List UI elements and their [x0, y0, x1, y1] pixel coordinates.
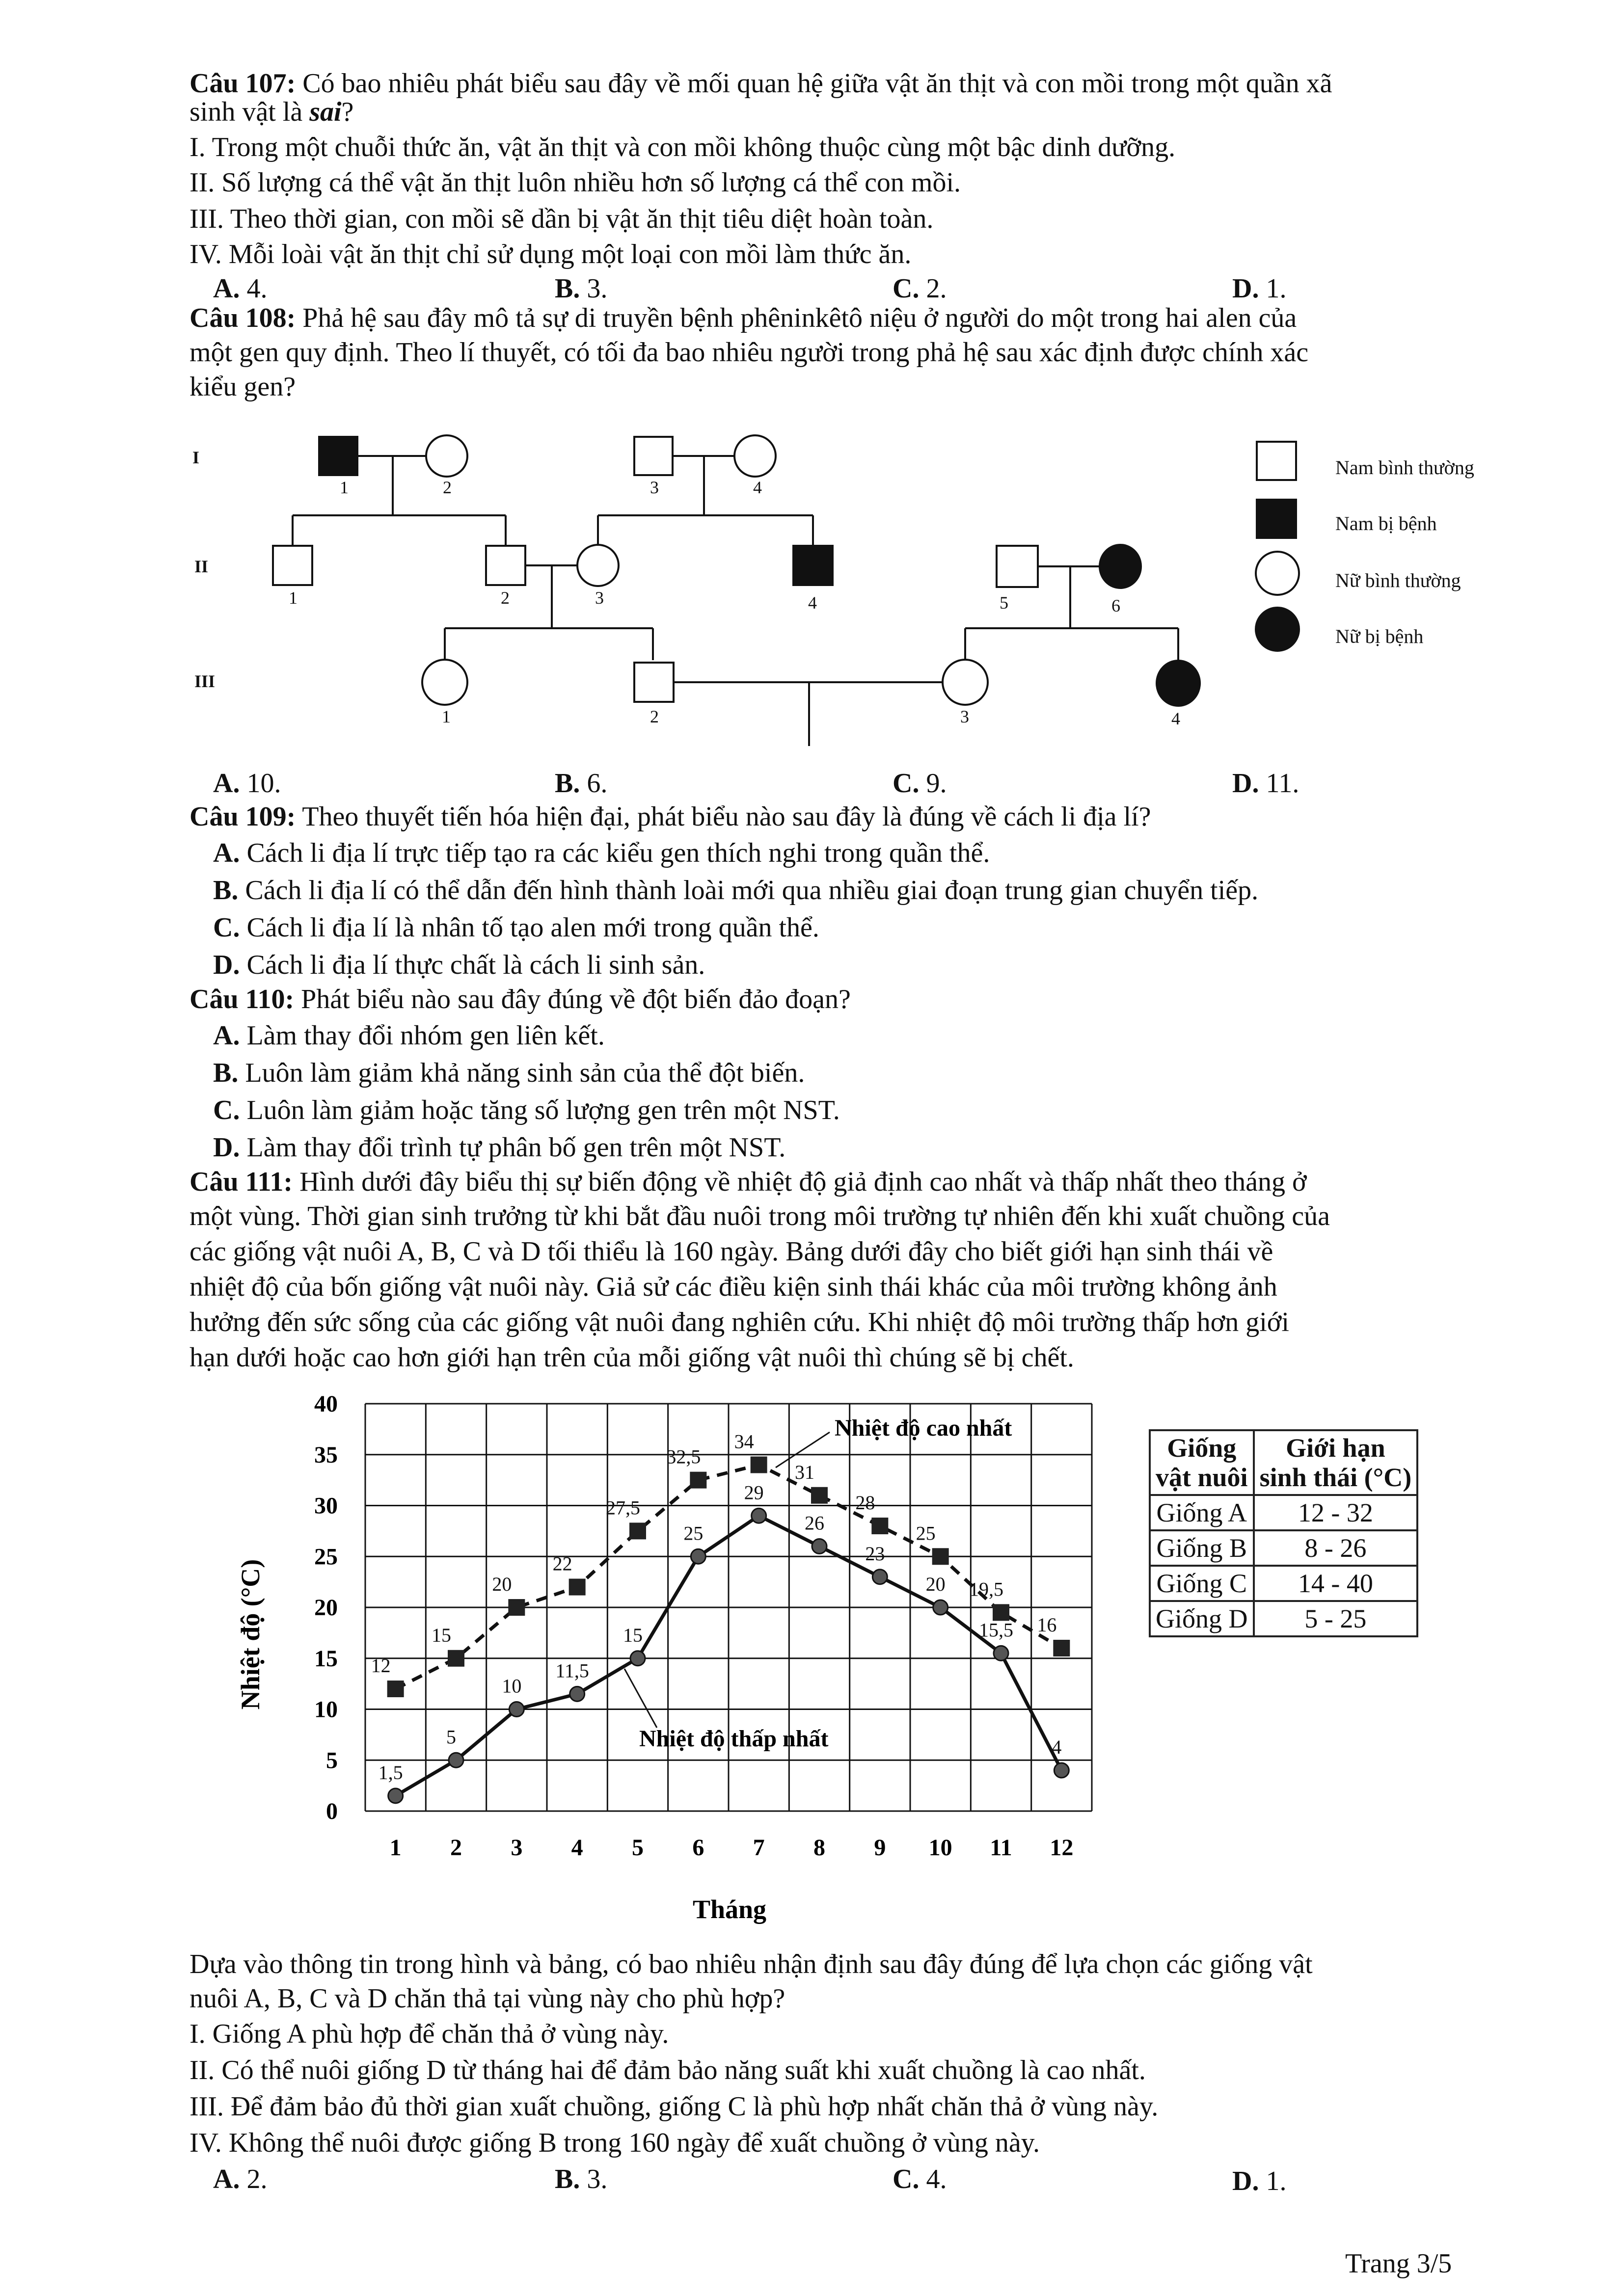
q108-option-d[interactable] — [1232, 768, 1299, 799]
y-tick-label: 40 — [314, 1391, 338, 1417]
q109-option-a[interactable] — [213, 837, 990, 869]
legend-normal-male: Nam bình thường — [1335, 456, 1474, 479]
data-point-high — [387, 1681, 404, 1697]
I3-normal-male — [634, 437, 673, 475]
q107-statement-3: III. Theo thời gian, con mồi sẽ dần bị vật ăn thịt tiêu diệt hoàn toàn. — [189, 204, 934, 234]
num-II4: 4 — [808, 593, 817, 613]
data-label-low: 1,5 — [378, 1761, 403, 1784]
breed-cell: Giống C — [1150, 1566, 1254, 1601]
x-tick-label: 3 — [511, 1835, 523, 1861]
num-I2: 2 — [443, 478, 452, 497]
data-point-high — [448, 1650, 464, 1667]
option-letter: B. — [555, 2164, 580, 2194]
legend-affected-female-icon — [1256, 608, 1299, 651]
data-point-high — [993, 1604, 1009, 1621]
series-label-high: Nhiệt độ cao nhất — [835, 1415, 1012, 1441]
q109-option-d[interactable] — [213, 949, 705, 981]
data-label-high: 16 — [1037, 1614, 1057, 1636]
II3-normal-female — [577, 545, 619, 586]
q111-stem-line1 — [189, 1166, 1307, 1198]
q107-stem-text: Có bao nhiêu phát biểu sau đây về mối quan hệ giữa vật ăn thịt và con mồi trong một quần xã — [302, 68, 1332, 99]
ecological-limits-table — [1149, 1429, 1418, 1637]
option-text: 10. — [240, 768, 281, 799]
option-text: Cách li địa lí trực tiếp tạo ra các kiểu gen thích nghi trong quần thể. — [240, 838, 990, 868]
option-letter: C. — [213, 912, 240, 943]
table-row — [1150, 1495, 1417, 1530]
q111-stem-line6: hạn dưới hoặc cao hơn giới hạn trên của mỗi giống vật nuôi thì chúng sẽ bị chết. — [189, 1342, 1074, 1373]
num-III3: 3 — [960, 707, 969, 726]
num-II6: 6 — [1111, 596, 1120, 615]
header-limit — [1254, 1430, 1418, 1495]
header-breed-1: Giống — [1167, 1433, 1237, 1463]
q111-option-d[interactable] — [1232, 2165, 1286, 2197]
data-label-high: 28 — [855, 1492, 875, 1514]
data-label-low: 26 — [805, 1512, 824, 1534]
legend-normal-female: Nữ bình thường — [1335, 569, 1461, 591]
data-label-low: 25 — [683, 1522, 704, 1545]
option-text: 4. — [240, 273, 268, 304]
III3-normal-female — [943, 660, 988, 705]
option-letter: A. — [213, 1020, 240, 1051]
q111-stem-text: Hình dưới đây biểu thị sự biến động về nhiệt độ giả định cao nhất và thấp nhất theo tháng ở — [299, 1167, 1307, 1197]
data-label-low: 5 — [446, 1726, 456, 1748]
q107-stem-l2c: ? — [341, 97, 354, 127]
data-label-high: 34 — [734, 1430, 754, 1453]
num-I3: 3 — [650, 478, 659, 497]
x-tick-label: 12 — [1050, 1835, 1074, 1861]
q110-label: Câu 110: — [189, 984, 295, 1015]
num-II5: 5 — [1000, 593, 1008, 613]
x-tick-label: 1 — [389, 1835, 402, 1861]
option-text: Luôn làm giảm hoặc tăng số lượng gen trên một NST. — [240, 1095, 840, 1125]
num-III2: 2 — [650, 707, 659, 726]
y-tick-label: 5 — [326, 1747, 338, 1774]
option-letter: A. — [213, 768, 240, 799]
option-letter: C. — [893, 273, 920, 304]
q111-option-a[interactable] — [213, 2163, 267, 2195]
data-point-high — [811, 1487, 828, 1504]
table-row — [1150, 1530, 1417, 1566]
temperature-chart — [206, 1374, 1139, 1939]
data-label-low: 10 — [502, 1675, 522, 1697]
II1-normal-male — [273, 546, 312, 585]
data-point-high — [690, 1472, 706, 1489]
q107-statement-2: II. Số lượng cá thể vật ăn thịt luôn nhiều hơn số lượng cá thể con mồi. — [189, 167, 961, 198]
III1-normal-female — [422, 660, 467, 705]
header-limit-2: sinh thái (°C) — [1259, 1463, 1412, 1492]
low-label-pointer — [624, 1669, 657, 1728]
data-point-low — [570, 1686, 585, 1701]
data-label-high: 15 — [432, 1624, 451, 1646]
num-III4: 4 — [1171, 709, 1180, 728]
data-label-low: 4 — [1052, 1736, 1062, 1758]
option-text: 11. — [1259, 768, 1299, 799]
data-point-high — [569, 1579, 586, 1596]
q111-after-line2: nuôi A, B, C và D chăn thả tại vùng này cho phù hợp? — [189, 1983, 785, 2014]
data-point-low — [812, 1539, 827, 1554]
data-point-low — [388, 1789, 403, 1803]
table-header-row — [1150, 1430, 1417, 1495]
x-tick-label: 9 — [874, 1835, 886, 1861]
data-label-high: 19,5 — [969, 1578, 1003, 1601]
option-text: Làm thay đổi trình tự phân bố gen trên một NST. — [240, 1132, 786, 1163]
data-point-low — [449, 1753, 463, 1767]
option-text: Cách li địa lí có thể dẫn đến hình thành loài mới qua nhiều giai đoạn trung gian chuyển tiếp. — [238, 875, 1259, 906]
option-letter: B. — [213, 1058, 239, 1088]
data-point-low — [872, 1570, 887, 1584]
header-limit-1: Giới hạn — [1286, 1433, 1385, 1463]
num-II2: 2 — [501, 588, 510, 608]
range-cell: 5 - 25 — [1254, 1601, 1418, 1636]
option-text: 1. — [1259, 2166, 1287, 2196]
series-label-low: Nhiệt độ thấp nhất — [639, 1726, 829, 1752]
data-label-high: 12 — [371, 1655, 391, 1677]
II2-normal-male — [486, 546, 525, 585]
gen-label-III: III — [194, 671, 216, 691]
y-tick-label: 15 — [314, 1645, 338, 1672]
x-tick-label: 2 — [450, 1835, 462, 1861]
header-breed — [1150, 1430, 1254, 1495]
option-letter: D. — [1232, 768, 1259, 799]
q111-stem-line3: các giống vật nuôi A, B, C và D tối thiểu là 160 ngày. Bảng dưới đây cho biết giới hạn sinh thái về — [189, 1236, 1273, 1267]
q107-label: Câu 107: — [189, 68, 296, 99]
data-point-high — [1053, 1640, 1070, 1656]
data-label-low: 23 — [865, 1542, 885, 1565]
option-text: Luôn làm giảm khả năng sinh sản của thể đột biến. — [238, 1058, 805, 1088]
option-text: 3. — [580, 2164, 608, 2194]
y-tick-label: 35 — [314, 1442, 338, 1468]
q110-option-c[interactable] — [213, 1095, 840, 1126]
q109-option-b[interactable] — [213, 875, 1258, 906]
option-text: 9. — [919, 768, 947, 799]
table-row — [1150, 1566, 1417, 1601]
q110-option-a[interactable] — [213, 1020, 605, 1051]
option-letter: B. — [555, 273, 580, 304]
y-tick-label: 10 — [314, 1696, 338, 1723]
option-text: 1. — [1259, 273, 1287, 304]
data-label-high: 27,5 — [606, 1496, 640, 1519]
num-II3: 3 — [595, 588, 604, 608]
legend-normal-male-icon — [1257, 442, 1296, 480]
data-point-low — [630, 1651, 645, 1666]
option-letter: D. — [213, 950, 240, 980]
q111-after-line1: Dựa vào thông tin trong hình và bảng, có bao nhiêu nhận định sau đây đúng để lựa chọn các giống vật — [189, 1949, 1313, 1979]
data-label-high: 32,5 — [666, 1445, 701, 1468]
legend-affected-male-icon — [1257, 500, 1296, 538]
II5-normal-male — [997, 546, 1038, 587]
y-tick-label: 25 — [314, 1544, 338, 1570]
data-point-low — [933, 1600, 948, 1615]
legend-normal-female-icon — [1256, 552, 1299, 595]
q109-stem-text: Theo thuyết tiến hóa hiện đại, phát biểu nào sau đây là đúng về cách li địa lí? — [302, 801, 1151, 832]
num-I1: 1 — [340, 478, 349, 497]
q107-statement-1: I. Trong một chuỗi thức ăn, vật ăn thịt và con mồi không thuộc cùng một bậc dinh dưỡng. — [189, 132, 1176, 162]
option-letter: D. — [213, 1132, 240, 1163]
num-II1: 1 — [289, 588, 298, 608]
option-letter: C. — [893, 2164, 920, 2194]
option-letter: C. — [213, 1095, 240, 1125]
q111-statement-4: IV. Không thể nuôi được giống B trong 160 ngày để xuất chuồng ở vùng này. — [189, 2128, 1040, 2158]
III4-affected-female — [1157, 661, 1200, 706]
option-text: Cách li địa lí thực chất là cách li sinh sản. — [240, 950, 705, 980]
option-letter: B. — [555, 768, 580, 799]
q110-option-d[interactable] — [213, 1132, 785, 1163]
gen-label-II: II — [194, 557, 209, 576]
option-letter: B. — [213, 875, 239, 906]
data-point-high — [751, 1457, 767, 1473]
y-tick-label: 0 — [326, 1798, 338, 1824]
range-cell: 14 - 40 — [1254, 1566, 1418, 1601]
page-number: Trang 3/5 — [1345, 2248, 1452, 2279]
data-label-low: 15 — [623, 1624, 643, 1646]
data-point-low — [994, 1646, 1008, 1660]
y-tick-label: 30 — [314, 1493, 338, 1519]
data-label-low: 15,5 — [979, 1619, 1013, 1641]
I4-normal-female — [734, 435, 776, 477]
q110-option-b[interactable] — [213, 1057, 805, 1089]
q111-statement-3: III. Để đảm bảo đủ thời gian xuất chuồng, giống C là phù hợp nhất chăn thả ở vùng này. — [189, 2091, 1159, 2122]
legend-affected-female: Nữ bị bệnh — [1335, 625, 1424, 647]
q110-stem-text: Phát biểu nào sau đây đúng về đột biến đảo đoạn? — [301, 984, 851, 1015]
data-label-low: 11,5 — [555, 1659, 589, 1682]
q111-stem-line4: nhiệt độ của bốn giống vật nuôi này. Giả sử các điều kiện sinh thái khác của môi trường không ảnh — [189, 1272, 1277, 1302]
range-cell: 8 - 26 — [1254, 1530, 1418, 1566]
option-letter: A. — [213, 2164, 240, 2194]
data-point-high — [932, 1548, 949, 1565]
q107-stem-l2a: sinh vật là — [189, 97, 310, 127]
num-I4: 4 — [753, 478, 762, 497]
option-letter: A. — [213, 273, 240, 304]
q109-stem — [189, 801, 1151, 832]
data-label-high: 22 — [552, 1552, 572, 1575]
q107-stem-emphasis: sai — [309, 97, 342, 127]
q111-option-c[interactable] — [893, 2163, 947, 2195]
data-point-low — [752, 1508, 766, 1523]
x-tick-label: 5 — [632, 1835, 644, 1861]
num-III1: 1 — [442, 707, 451, 726]
table-row — [1150, 1601, 1417, 1636]
x-tick-label: 7 — [753, 1835, 765, 1861]
q108-option-b[interactable] — [555, 768, 607, 799]
q111-stem-line2: một vùng. Thời gian sinh trưởng từ khi bắt đầu nuôi trong môi trường tự nhiên đến khi xuất chuồng của — [189, 1201, 1330, 1231]
q111-stem-line5: hưởng đến sức sống của các giống vật nuôi đang nghiên cứu. Khi nhiệt độ môi trường thấp hơn giới — [189, 1307, 1289, 1337]
option-text: Cách li địa lí là nhân tố tạo alen mới trong quần thể. — [240, 912, 819, 943]
q111-statement-2: II. Có thể nuôi giống D từ tháng hai để đảm bảo năng suất khi xuất chuồng là cao nhất. — [189, 2055, 1146, 2085]
x-tick-label: 4 — [571, 1835, 583, 1861]
breed-cell: Giống A — [1150, 1495, 1254, 1530]
data-point-high — [629, 1522, 646, 1539]
data-label-low: 29 — [744, 1481, 764, 1504]
option-letter: D. — [1232, 273, 1259, 304]
III2-normal-male — [634, 663, 674, 702]
option-letter: C. — [893, 768, 920, 799]
data-label-high: 20 — [492, 1573, 512, 1595]
data-label-high: 31 — [795, 1461, 814, 1483]
q108-stem-text: Phả hệ sau đây mô tả sự di truyền bệnh phêninkêtô niệu ở người do một trong hai alen của — [302, 303, 1297, 333]
II4-affected-male — [793, 546, 833, 585]
breed-cell: Giống B — [1150, 1530, 1254, 1566]
x-tick-label: 11 — [990, 1835, 1012, 1861]
q108-stem-line2: một gen quy định. Theo lí thuyết, có tối đa bao nhiêu người trong phả hệ sau xác định được chính xác — [189, 337, 1309, 368]
q108-option-a[interactable] — [213, 768, 281, 799]
range-cell: 12 - 32 — [1254, 1495, 1418, 1530]
I2-normal-female — [426, 435, 467, 477]
q111-statement-1: I. Giống A phù hợp để chăn thả ở vùng này. — [189, 2019, 669, 2049]
option-text: 4. — [919, 2164, 947, 2194]
data-label-low: 20 — [925, 1573, 946, 1595]
option-text: 6. — [580, 768, 608, 799]
option-text: 2. — [240, 2164, 268, 2194]
breed-cell: Giống D — [1150, 1601, 1254, 1636]
data-point-high — [871, 1518, 888, 1534]
option-letter: D. — [1232, 2166, 1259, 2196]
header-breed-2: vật nuôi — [1156, 1463, 1248, 1492]
x-tick-label: 8 — [813, 1835, 825, 1861]
x-tick-label: 10 — [928, 1835, 952, 1861]
y-axis-label: Nhiệt độ (°C) — [236, 1559, 265, 1710]
q111-label: Câu 111: — [189, 1167, 293, 1197]
option-text: Làm thay đổi nhóm gen liên kết. — [240, 1020, 605, 1051]
q109-option-c[interactable] — [213, 912, 819, 943]
q110-stem — [189, 984, 851, 1015]
q107-statement-4: IV. Mỗi loài vật ăn thịt chỉ sử dụng một loại con mồi làm thức ăn. — [189, 239, 912, 269]
q108-option-c[interactable] — [893, 768, 947, 799]
data-point-low — [691, 1549, 705, 1564]
data-point-low — [1054, 1763, 1069, 1778]
II6-affected-female — [1100, 545, 1141, 588]
q111-option-b[interactable] — [555, 2163, 607, 2195]
data-label-high: 25 — [916, 1522, 936, 1545]
q109-label: Câu 109: — [189, 801, 296, 832]
pedigree-diagram — [0, 0, 1624, 766]
gen-label-I: I — [192, 448, 200, 467]
data-point-high — [508, 1599, 525, 1616]
x-axis-label: Tháng — [692, 1895, 767, 1924]
q108-stem-line3: kiểu gen? — [189, 372, 296, 402]
option-text: 2. — [919, 273, 947, 304]
I1-affected-male — [319, 437, 357, 475]
y-tick-label: 20 — [314, 1595, 338, 1621]
option-letter: A. — [213, 838, 240, 868]
legend-affected-male: Nam bị bệnh — [1335, 512, 1437, 534]
data-point-low — [509, 1702, 524, 1717]
q108-label: Câu 108: — [189, 303, 296, 333]
x-tick-label: 6 — [692, 1835, 704, 1861]
option-text: 3. — [580, 273, 608, 304]
